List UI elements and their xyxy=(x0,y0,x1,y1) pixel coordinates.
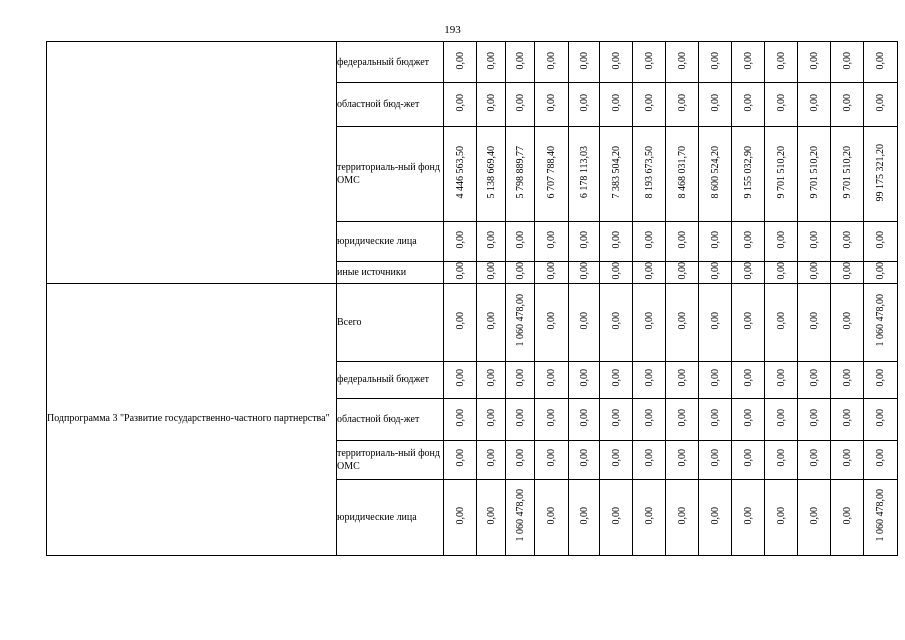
value-text: 0,00 xyxy=(775,506,787,525)
value-text: 0,00 xyxy=(676,51,688,70)
value-cell xyxy=(600,361,633,398)
value-text: 0,00 xyxy=(546,231,557,249)
value-cell xyxy=(633,42,666,83)
table-row xyxy=(47,42,898,83)
value-cell xyxy=(444,398,477,440)
funding-source-cell: юридические лица xyxy=(337,479,444,555)
value-text: 8 600 524,20 xyxy=(709,146,721,199)
value-cell xyxy=(732,83,765,127)
value-cell xyxy=(506,361,535,398)
value-text: 0,00 xyxy=(841,51,853,70)
value-cell xyxy=(831,398,864,440)
value-cell xyxy=(506,83,535,127)
value-text: 0,00 xyxy=(875,51,886,70)
value-text: 0,00 xyxy=(775,231,787,249)
value-text: 0,00 xyxy=(610,311,622,330)
value-text: 0,00 xyxy=(808,51,820,70)
value-cell xyxy=(444,262,477,284)
value-text: 0,00 xyxy=(808,94,820,112)
value-text: 0,00 xyxy=(643,262,655,280)
value-text: 0,00 xyxy=(643,408,655,427)
value-text: 0,00 xyxy=(643,311,655,330)
value-text: 0,00 xyxy=(841,369,853,387)
value-cell xyxy=(864,42,898,83)
value-text: 0,00 xyxy=(875,408,886,427)
value-cell xyxy=(569,361,600,398)
value-text: 0,00 xyxy=(643,94,655,112)
value-text: 0,00 xyxy=(808,262,820,280)
value-cell xyxy=(666,262,699,284)
value-cell xyxy=(535,398,569,440)
value-text: 0,00 xyxy=(709,94,721,112)
value-text: 0,00 xyxy=(546,51,557,70)
value-cell xyxy=(506,222,535,262)
value-text: 0,00 xyxy=(676,506,688,525)
value-cell xyxy=(666,361,699,398)
value-text: 0,00 xyxy=(742,51,754,70)
value-text: 0,00 xyxy=(676,369,688,387)
value-cell xyxy=(699,361,732,398)
value-text: 0,00 xyxy=(578,369,590,387)
value-text: 1 060 478,00 xyxy=(514,294,526,347)
funding-source-cell: юридические лица xyxy=(337,222,444,262)
value-text: 9 155 032,90 xyxy=(742,146,754,199)
value-text: 0,00 xyxy=(709,369,721,387)
value-cell xyxy=(569,42,600,83)
value-cell xyxy=(864,283,898,361)
value-text: 0,00 xyxy=(546,369,557,387)
value-text: 0,00 xyxy=(808,369,820,387)
value-text: 9 701 510,20 xyxy=(775,146,787,199)
value-cell xyxy=(864,262,898,284)
value-cell xyxy=(699,83,732,127)
funding-source-cell: федеральный бюджет xyxy=(337,361,444,398)
value-text: 0,00 xyxy=(546,408,557,427)
value-text: 0,00 xyxy=(514,262,526,280)
value-cell xyxy=(798,440,831,479)
value-text: 0,00 xyxy=(514,94,526,112)
value-cell xyxy=(864,440,898,479)
value-cell xyxy=(477,83,506,127)
value-text: 0,00 xyxy=(676,449,688,467)
value-cell xyxy=(765,222,798,262)
value-cell xyxy=(864,398,898,440)
value-text: 0,00 xyxy=(578,94,590,112)
value-cell xyxy=(732,222,765,262)
value-text: 0,00 xyxy=(454,262,466,280)
value-cell xyxy=(569,262,600,284)
value-cell xyxy=(765,262,798,284)
value-cell xyxy=(444,283,477,361)
value-cell xyxy=(444,42,477,83)
funding-source-cell: территориаль-ный фонд ОМС xyxy=(337,440,444,479)
value-text: 4 446 563,50 xyxy=(454,146,466,199)
value-text: 5 138 669,40 xyxy=(485,146,497,199)
value-text: 0,00 xyxy=(454,369,466,387)
value-cell xyxy=(831,283,864,361)
value-text: 0,00 xyxy=(485,506,497,525)
value-cell xyxy=(600,398,633,440)
value-cell xyxy=(506,479,535,555)
value-cell xyxy=(831,262,864,284)
value-cell xyxy=(444,83,477,127)
value-cell xyxy=(666,283,699,361)
value-cell xyxy=(666,440,699,479)
value-cell xyxy=(477,283,506,361)
value-text: 0,00 xyxy=(808,231,820,249)
value-cell xyxy=(633,398,666,440)
value-text: 0,00 xyxy=(485,449,497,467)
value-text: 7 383 504,20 xyxy=(610,146,622,199)
value-cell xyxy=(600,440,633,479)
value-cell xyxy=(699,222,732,262)
value-text: 0,00 xyxy=(742,506,754,525)
value-text: 0,00 xyxy=(514,231,526,249)
value-cell xyxy=(633,222,666,262)
value-text: 0,00 xyxy=(610,262,622,280)
value-text: 9 701 510,20 xyxy=(841,146,853,199)
value-cell xyxy=(569,283,600,361)
value-text: 9 701 510,20 xyxy=(808,146,820,199)
value-text: 0,00 xyxy=(742,311,754,330)
value-text: 0,00 xyxy=(578,231,590,249)
value-text: 99 175 321,20 xyxy=(875,143,886,202)
value-text: 0,00 xyxy=(775,311,787,330)
value-text: 0,00 xyxy=(485,51,497,70)
value-text: 0,00 xyxy=(709,311,721,330)
value-cell xyxy=(506,440,535,479)
value-text: 0,00 xyxy=(709,506,721,525)
value-text: 5 798 889,77 xyxy=(514,146,526,199)
value-cell xyxy=(535,42,569,83)
value-cell xyxy=(506,283,535,361)
value-text: 0,00 xyxy=(546,506,557,525)
value-cell xyxy=(477,361,506,398)
value-text: 0,00 xyxy=(578,262,590,280)
value-cell xyxy=(477,222,506,262)
value-text: 0,00 xyxy=(546,262,557,280)
value-text: 0,00 xyxy=(485,231,497,249)
value-cell xyxy=(633,479,666,555)
value-text: 0,00 xyxy=(485,262,497,280)
value-cell xyxy=(699,42,732,83)
value-cell xyxy=(732,479,765,555)
value-text: 0,00 xyxy=(775,369,787,387)
value-cell xyxy=(831,222,864,262)
value-cell xyxy=(600,479,633,555)
value-text: 0,00 xyxy=(742,262,754,280)
value-cell xyxy=(477,262,506,284)
value-cell xyxy=(535,83,569,127)
funding-source-cell: иные источники xyxy=(337,262,444,284)
value-cell xyxy=(798,361,831,398)
value-cell xyxy=(699,398,732,440)
value-cell xyxy=(732,440,765,479)
value-cell xyxy=(569,127,600,222)
value-text: 0,00 xyxy=(808,311,820,330)
value-cell xyxy=(633,361,666,398)
value-cell xyxy=(699,262,732,284)
value-text: 0,00 xyxy=(454,94,466,112)
value-text: 0,00 xyxy=(775,408,787,427)
value-text: 0,00 xyxy=(808,408,820,427)
value-text: 0,00 xyxy=(514,408,526,427)
value-text: 0,00 xyxy=(742,231,754,249)
value-cell xyxy=(535,127,569,222)
value-cell xyxy=(699,440,732,479)
value-cell xyxy=(569,222,600,262)
value-cell xyxy=(831,127,864,222)
value-text: 0,00 xyxy=(676,262,688,280)
value-cell xyxy=(477,127,506,222)
value-text: 0,00 xyxy=(578,449,590,467)
value-cell xyxy=(666,83,699,127)
value-cell xyxy=(600,222,633,262)
value-cell xyxy=(444,440,477,479)
value-cell xyxy=(831,42,864,83)
value-text: 0,00 xyxy=(485,311,497,330)
value-cell xyxy=(798,398,831,440)
value-cell xyxy=(477,479,506,555)
value-cell xyxy=(831,361,864,398)
value-text: 6 707 788,40 xyxy=(546,146,557,199)
value-text: 0,00 xyxy=(454,449,466,467)
value-text: 0,00 xyxy=(546,449,557,467)
value-cell xyxy=(732,42,765,83)
value-text: 0,00 xyxy=(742,449,754,467)
value-text: 0,00 xyxy=(841,311,853,330)
value-text: 0,00 xyxy=(454,408,466,427)
value-cell xyxy=(765,42,798,83)
value-text: 0,00 xyxy=(546,311,557,330)
value-cell xyxy=(798,262,831,284)
value-text: 0,00 xyxy=(514,369,526,387)
value-text: 8 193 673,50 xyxy=(643,146,655,199)
value-text: 0,00 xyxy=(775,449,787,467)
value-cell xyxy=(600,283,633,361)
value-text: 0,00 xyxy=(709,51,721,70)
program-cell: Подпрограмма 3 "Развитие государственно-частного партнерства" xyxy=(47,283,337,555)
value-cell xyxy=(477,398,506,440)
value-cell xyxy=(444,127,477,222)
value-text: 0,00 xyxy=(676,94,688,112)
value-cell xyxy=(765,440,798,479)
funding-source-cell: территориаль-ный фонд ОМС xyxy=(337,127,444,222)
value-text: 6 178 113,03 xyxy=(578,146,590,199)
value-cell xyxy=(506,262,535,284)
value-text: 0,00 xyxy=(454,311,466,330)
value-cell xyxy=(633,283,666,361)
table-row xyxy=(47,283,898,361)
value-text: 0,00 xyxy=(610,369,622,387)
value-text: 0,00 xyxy=(643,506,655,525)
value-text: 0,00 xyxy=(676,311,688,330)
value-text: 1 060 478,00 xyxy=(875,489,886,542)
value-cell xyxy=(765,361,798,398)
value-cell xyxy=(699,479,732,555)
value-cell xyxy=(666,398,699,440)
value-cell xyxy=(864,127,898,222)
value-cell xyxy=(732,283,765,361)
value-text: 0,00 xyxy=(742,408,754,427)
value-text: 0,00 xyxy=(875,94,886,112)
value-text: 0,00 xyxy=(643,231,655,249)
value-cell xyxy=(506,398,535,440)
value-cell xyxy=(765,127,798,222)
value-text: 0,00 xyxy=(676,408,688,427)
value-text: 0,00 xyxy=(709,449,721,467)
page-number: 193 xyxy=(444,24,461,36)
value-text: 0,00 xyxy=(546,94,557,112)
value-text: 0,00 xyxy=(485,369,497,387)
value-cell xyxy=(535,440,569,479)
value-text: 0,00 xyxy=(454,506,466,525)
value-text: 1 060 478,00 xyxy=(514,489,526,542)
value-text: 0,00 xyxy=(841,231,853,249)
value-text: 0,00 xyxy=(610,51,622,70)
value-text: 0,00 xyxy=(709,408,721,427)
value-text: 0,00 xyxy=(643,369,655,387)
value-cell xyxy=(798,127,831,222)
value-text: 0,00 xyxy=(610,231,622,249)
value-text: 8 468 031,70 xyxy=(676,146,688,199)
funding-source-cell: областной бюд-жет xyxy=(337,83,444,127)
value-text: 0,00 xyxy=(709,231,721,249)
value-text: 0,00 xyxy=(514,449,526,467)
value-cell xyxy=(633,262,666,284)
value-text: 0,00 xyxy=(841,94,853,112)
value-cell xyxy=(732,262,765,284)
value-text: 0,00 xyxy=(808,449,820,467)
value-cell xyxy=(600,262,633,284)
value-cell xyxy=(765,479,798,555)
value-cell xyxy=(732,127,765,222)
value-cell xyxy=(444,361,477,398)
value-cell xyxy=(600,83,633,127)
value-text: 0,00 xyxy=(610,506,622,525)
value-cell xyxy=(569,440,600,479)
value-text: 0,00 xyxy=(485,408,497,427)
value-text: 0,00 xyxy=(875,369,886,387)
value-text: 0,00 xyxy=(643,449,655,467)
value-cell xyxy=(666,127,699,222)
value-cell xyxy=(535,283,569,361)
value-cell xyxy=(477,42,506,83)
value-cell xyxy=(798,42,831,83)
value-text: 0,00 xyxy=(775,262,787,280)
value-text: 0,00 xyxy=(875,262,886,280)
value-cell xyxy=(831,440,864,479)
value-cell xyxy=(765,283,798,361)
value-cell xyxy=(600,127,633,222)
value-cell xyxy=(535,361,569,398)
value-cell xyxy=(798,479,831,555)
value-text: 0,00 xyxy=(775,51,787,70)
value-cell xyxy=(798,283,831,361)
value-cell xyxy=(633,127,666,222)
value-cell xyxy=(732,361,765,398)
value-cell xyxy=(444,479,477,555)
value-text: 0,00 xyxy=(454,51,466,70)
value-cell xyxy=(506,127,535,222)
value-cell xyxy=(535,479,569,555)
value-text: 0,00 xyxy=(454,231,466,249)
value-cell xyxy=(600,42,633,83)
value-text: 0,00 xyxy=(709,262,721,280)
value-text: 0,00 xyxy=(875,449,886,467)
value-cell xyxy=(666,42,699,83)
value-text: 1 060 478,00 xyxy=(875,294,886,347)
value-text: 0,00 xyxy=(875,231,886,249)
value-cell xyxy=(699,283,732,361)
value-text: 0,00 xyxy=(775,94,787,112)
budget-table xyxy=(46,41,898,556)
value-text: 0,00 xyxy=(578,506,590,525)
value-cell xyxy=(535,262,569,284)
value-cell xyxy=(798,222,831,262)
value-cell xyxy=(765,398,798,440)
value-cell xyxy=(535,222,569,262)
value-text: 0,00 xyxy=(841,506,853,525)
value-cell xyxy=(569,398,600,440)
value-text: 0,00 xyxy=(808,506,820,525)
value-cell xyxy=(798,83,831,127)
value-cell xyxy=(506,42,535,83)
value-cell xyxy=(666,479,699,555)
value-text: 0,00 xyxy=(578,311,590,330)
value-cell xyxy=(765,83,798,127)
value-text: 0,00 xyxy=(610,449,622,467)
value-text: 0,00 xyxy=(841,262,853,280)
value-text: 0,00 xyxy=(742,94,754,112)
value-cell xyxy=(633,440,666,479)
funding-source-cell: областной бюд-жет xyxy=(337,398,444,440)
value-text: 0,00 xyxy=(578,51,590,70)
value-cell xyxy=(831,83,864,127)
value-text: 0,00 xyxy=(610,94,622,112)
value-text: 0,00 xyxy=(485,94,497,112)
value-text: 0,00 xyxy=(841,408,853,427)
funding-source-cell: Всего xyxy=(337,283,444,361)
value-text: 0,00 xyxy=(742,369,754,387)
value-text: 0,00 xyxy=(841,449,853,467)
value-cell xyxy=(569,479,600,555)
value-cell xyxy=(666,222,699,262)
value-text: 0,00 xyxy=(610,408,622,427)
value-cell xyxy=(864,479,898,555)
value-text: 0,00 xyxy=(514,51,526,70)
value-cell xyxy=(732,398,765,440)
funding-source-cell: федеральный бюджет xyxy=(337,42,444,83)
value-cell xyxy=(633,83,666,127)
program-cell xyxy=(47,42,337,284)
value-text: 0,00 xyxy=(578,408,590,427)
value-cell xyxy=(864,83,898,127)
value-cell xyxy=(444,222,477,262)
value-text: 0,00 xyxy=(676,231,688,249)
value-cell xyxy=(864,361,898,398)
value-cell xyxy=(477,440,506,479)
value-text: 0,00 xyxy=(643,51,655,70)
value-cell xyxy=(699,127,732,222)
value-cell xyxy=(569,83,600,127)
value-cell xyxy=(864,222,898,262)
value-cell xyxy=(831,479,864,555)
